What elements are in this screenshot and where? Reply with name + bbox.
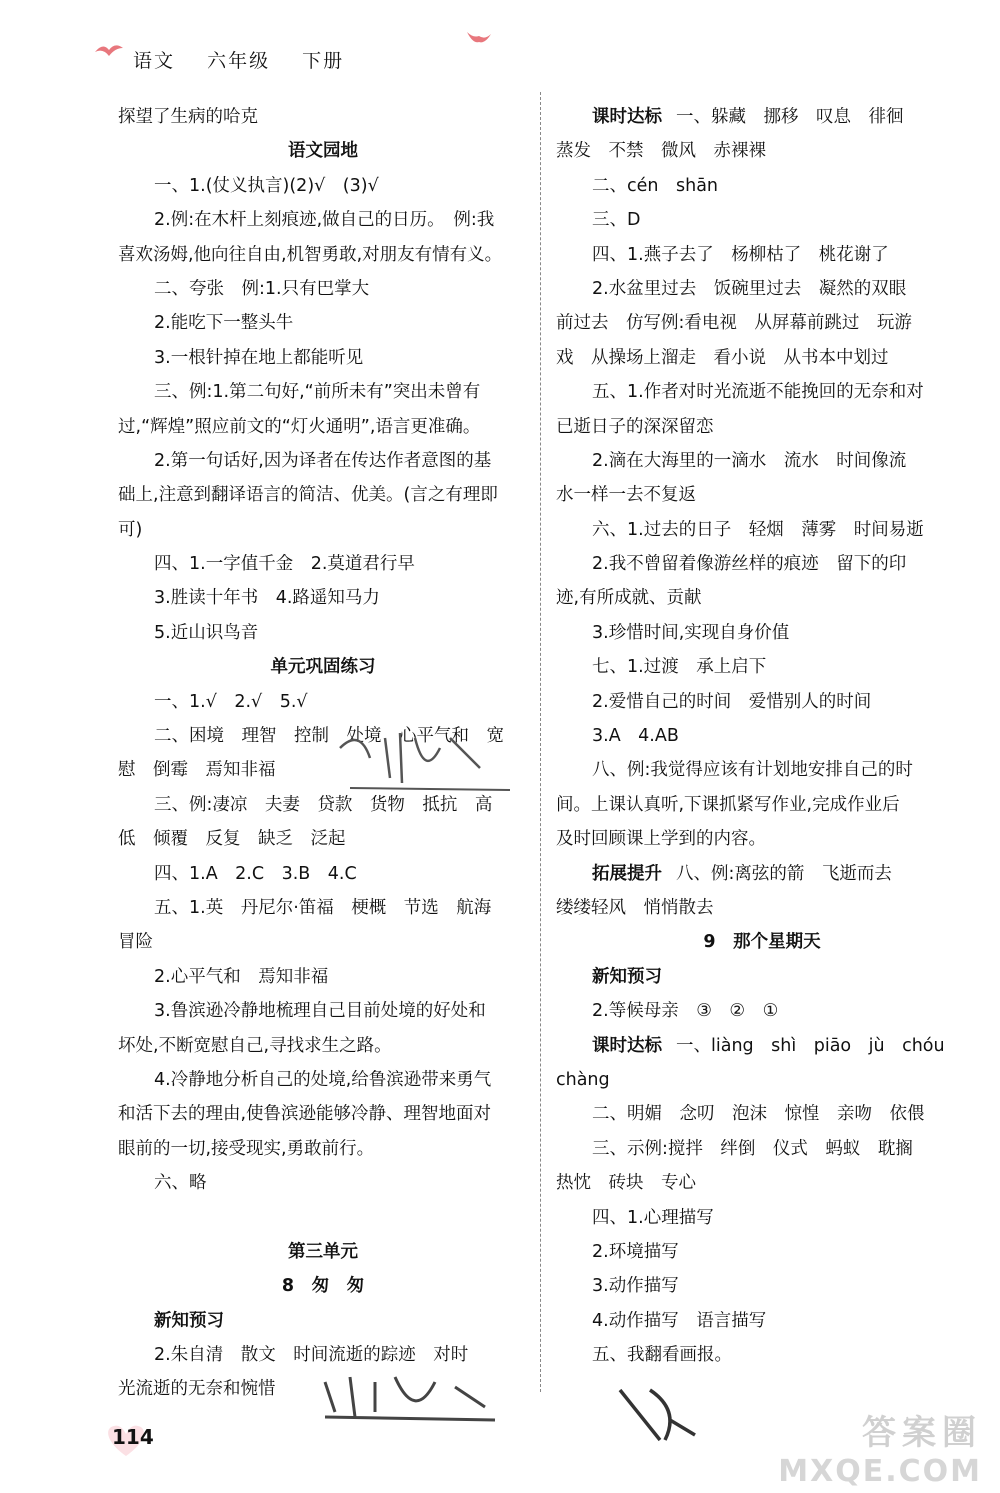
answer-line: [118, 1201, 528, 1235]
answer-line: [118, 1235, 528, 1269]
answer-line: [556, 857, 968, 891]
answer-line: [556, 1166, 968, 1200]
answer-text: 五、1.作者对时光流逝不能挽回的无奈和对: [592, 382, 924, 403]
answer-line: [556, 306, 968, 340]
section-label: 课时达标: [592, 107, 662, 127]
answer-line: [556, 1063, 968, 1097]
answer-text: 3.A 4.AB: [592, 726, 679, 747]
answer-text: 一、1.√ 2.√ 5.√: [154, 691, 308, 712]
answer-line: [556, 581, 968, 615]
answer-line: [556, 513, 968, 547]
answer-text: 4.动作描写 语言描写: [592, 1310, 767, 1331]
answer-text: 8 匆 匆: [281, 1276, 365, 1297]
answer-line: [118, 272, 528, 306]
header-subject: 语文: [133, 50, 176, 72]
answer-line: [118, 650, 528, 684]
answer-line: [118, 1304, 528, 1338]
bird-icon: [465, 28, 493, 48]
answer-line: [556, 100, 968, 134]
answer-text: 戏 从操场上溜走 看小说 从书本中划过: [556, 347, 889, 368]
answer-line: [556, 1132, 968, 1166]
answer-text: 可): [118, 519, 143, 540]
scribble-mark: [330, 718, 530, 808]
answer-text: 眼前的一切,接受现实,勇敢前行。: [118, 1138, 375, 1159]
answer-text: 慰 倒霉 焉知非福: [118, 760, 276, 781]
answer-line: [556, 891, 968, 925]
answer-line: [118, 203, 528, 237]
answer-text: 四、1.心理描写: [592, 1207, 714, 1228]
watermark-main: 答案圈: [862, 1413, 982, 1453]
answer-text: 础上,注意到翻译语言的简洁、优美。(言之有理即: [118, 485, 498, 506]
answer-line: [118, 341, 528, 375]
answer-text: 三、示例:搅拌 绊倒 仪式 蚂蚁 耽搁: [592, 1138, 913, 1159]
answer-text: 间。上课认真听,下课抓紧写作业,完成作业后: [556, 794, 900, 815]
answer-text: 低 倾覆 反复 缺乏 泛起: [118, 829, 346, 850]
answer-line: [556, 375, 968, 409]
answer-text: 五、我翻看画报。: [592, 1345, 732, 1366]
answer-line: [118, 581, 528, 615]
answer-text: 二、cén shān: [592, 175, 719, 196]
answer-text: 2.第一句话好,因为译者在传达作者意图的基: [154, 450, 492, 471]
answer-line: [556, 547, 968, 581]
answer-line: [118, 685, 528, 719]
answer-line: [118, 478, 528, 512]
answer-text: 3.鲁滨逊冷静地梳理自己目前处境的好处和: [154, 1001, 486, 1022]
answer-line: [118, 1029, 528, 1063]
page-number: 114: [112, 1425, 154, 1449]
answer-line: [118, 513, 528, 547]
answer-text: 三、例:1.第二句好,“前所未有”突出未曾有: [154, 382, 481, 403]
answer-text: 单元巩固练习: [270, 657, 376, 678]
answer-text: 四、1.一字值千金 2.莫道君行早: [154, 554, 415, 575]
header-volume: 下册: [302, 50, 345, 72]
answer-text: 喜欢汤姆,他向往自由,机智勇敢,对朋友有情有义。: [118, 244, 503, 265]
answer-line: [118, 238, 528, 272]
answer-text: 4.冷静地分析自己的处境,给鲁滨逊带来勇气: [154, 1069, 492, 1090]
answer-text: 七、1.过渡 承上启下: [592, 657, 767, 678]
answer-text: 前过去 仿写例:看电视 从屏幕前跳过 玩游: [556, 313, 912, 334]
answer-line: [118, 1063, 528, 1097]
answer-text: 新知预习: [154, 1310, 224, 1331]
answer-line: [556, 994, 968, 1028]
answer-line: [118, 925, 528, 959]
answer-line: [556, 960, 968, 994]
answer-line: [118, 134, 528, 168]
answer-text: 5.近山识鸟音: [154, 622, 259, 643]
answer-line: [118, 1132, 528, 1166]
answer-line: [556, 444, 968, 478]
answer-line: [556, 616, 968, 650]
answer-line: [118, 1166, 528, 1200]
answer-text: 八、例:我觉得应该有计划地安排自己的时: [592, 760, 913, 781]
answer-text: 新知预习: [592, 966, 662, 987]
header-title: [133, 46, 368, 73]
answer-text: 蒸发 不禁 微风 赤裸裸: [556, 141, 766, 162]
answer-line: [556, 650, 968, 684]
answer-line: [556, 1338, 968, 1372]
answer-line: [556, 719, 968, 753]
answer-text: 9 那个星期天: [703, 932, 821, 953]
scribble-mark: [315, 1362, 505, 1432]
answer-text: 2.环境描写: [592, 1241, 679, 1262]
answer-text: 五、1.英 丹尼尔·笛福 梗概 节选 航海: [154, 897, 492, 918]
answer-line: [556, 169, 968, 203]
answer-text: 六、略: [154, 1173, 207, 1194]
answer-text: 冒险: [118, 932, 153, 953]
answer-text: 2.等候母亲 ③ ② ①: [592, 1001, 779, 1022]
answer-line: [556, 1029, 968, 1063]
answer-text: 光流逝的无奈和惋惜: [118, 1379, 276, 1400]
answer-line: [118, 547, 528, 581]
answer-text: 二、夸张 例:1.只有巴掌大: [154, 278, 370, 299]
answer-text: chàng: [556, 1069, 610, 1090]
answer-line: [556, 788, 968, 822]
section-label: 课时达标: [592, 1035, 662, 1056]
answer-text: 二、困境 理智 控制 处境 心平气和 宽: [154, 726, 504, 747]
answer-text: 迹,有所成就、贡献: [556, 588, 702, 609]
answer-line: [556, 478, 968, 512]
watermark-sub: MXQE.COM: [778, 1454, 982, 1489]
answer-text: 语文园地: [288, 141, 358, 162]
answer-text: 坏处,不断宽慰自己,寻找求生之路。: [118, 1035, 392, 1056]
answer-line: [556, 925, 968, 959]
answer-line: [118, 100, 528, 134]
answer-text: 及时回顾课上学到的内容。: [556, 829, 766, 850]
answer-line: [556, 1201, 968, 1235]
answer-line: [556, 272, 968, 306]
answer-text: 水一样一去不复返: [556, 485, 696, 506]
answer-text: 缕缕轻风 悄悄散去: [556, 897, 714, 918]
answer-line: [118, 410, 528, 444]
answer-text: 2.水盆里过去 饭碗里过去 凝然的双眼: [592, 278, 907, 299]
answer-line: [118, 960, 528, 994]
answer-text: 热忱 砖块 专心: [556, 1173, 696, 1194]
answer-line: [118, 1097, 528, 1131]
answer-line: [118, 375, 528, 409]
answer-text: 2.滴在大海里的一滴水 流水 时间像流: [592, 450, 907, 471]
answer-text: 一、liàng shì piāo jù chóu: [676, 1035, 945, 1056]
answer-line: [556, 1097, 968, 1131]
answer-line: [556, 238, 968, 272]
answer-text: 四、1.A 2.C 3.B 4.C: [154, 863, 357, 884]
section-label: 拓展提升: [592, 863, 662, 884]
answer-text: 探望了生病的哈克: [118, 107, 258, 127]
answer-line: [118, 822, 528, 856]
answer-line: [556, 822, 968, 856]
answer-text: 三、D: [592, 210, 641, 231]
answer-line: [118, 1269, 528, 1303]
answer-line: [118, 444, 528, 478]
answer-line: [556, 685, 968, 719]
answer-text: 已逝日子的深深留恋: [556, 416, 714, 437]
answer-text: 二、明媚 念叨 泡沫 惊惶 亲吻 依偎: [592, 1104, 925, 1125]
answer-line: [556, 134, 968, 168]
answer-text: 第三单元: [288, 1241, 358, 1262]
answer-text: 3.珍惜时间,实现自身价值: [592, 622, 790, 643]
answer-text: 3.动作描写: [592, 1276, 679, 1297]
answer-line: [556, 203, 968, 237]
answer-line: [118, 306, 528, 340]
answer-line: [556, 1304, 968, 1338]
scribble-mark: [610, 1380, 700, 1450]
bird-icon: [93, 40, 125, 60]
answer-text: 一、1.(仗义执言)(2)√ (3)√: [154, 175, 379, 196]
answer-text: 和活下去的理由,使鲁滨逊能够冷静、理智地面对: [118, 1104, 492, 1125]
watermark: [778, 1405, 982, 1489]
answer-line: [118, 891, 528, 925]
answer-line: [118, 857, 528, 891]
answer-line: [556, 753, 968, 787]
answer-text: 三、例:凄凉 夫妻 贷款 货物 抵抗 高: [154, 794, 493, 815]
answer-line: [556, 410, 968, 444]
answer-text: 2.心平气和 焉知非福: [154, 966, 329, 987]
column-divider: [540, 92, 541, 1392]
answer-text: 2.爱惜自己的时间 爱惜别人的时间: [592, 691, 872, 712]
answer-text: 2.我不曾留着像游丝样的痕迹 留下的印: [592, 554, 907, 575]
answer-text: 六、1.过去的日子 轻烟 薄雾 时间易逝: [592, 519, 924, 540]
answer-text: 2.能吃下一整头牛: [154, 313, 294, 334]
answer-line: [118, 616, 528, 650]
answer-text: 四、1.燕子去了 杨柳枯了 桃花谢了: [592, 244, 889, 265]
answer-text: 3.一根针掉在地上都能听见: [154, 347, 364, 368]
answer-text: 3.胜读十年书 4.路遥知马力: [154, 588, 380, 609]
answer-text: 八、例:离弦的箭 飞逝而去: [676, 863, 892, 884]
header-grade: 六年级: [207, 50, 271, 72]
answer-line: [118, 994, 528, 1028]
page-header: [95, 40, 515, 80]
answer-text: 2.朱自清 散文 时间流逝的踪迹 对时: [154, 1345, 469, 1366]
answer-line: [556, 1235, 968, 1269]
answer-line: [556, 1269, 968, 1303]
answer-text: 过,“辉煌”照应前文的“灯火通明”,语言更准确。: [118, 416, 481, 437]
right-column: [556, 100, 968, 1372]
answer-text: 一、躲藏 挪移 叹息 徘徊: [676, 107, 904, 127]
answer-line: [556, 341, 968, 375]
answer-text: 2.例:在木杆上刻痕迹,做自己的日历。 例:我: [154, 210, 495, 231]
answer-line: [118, 169, 528, 203]
